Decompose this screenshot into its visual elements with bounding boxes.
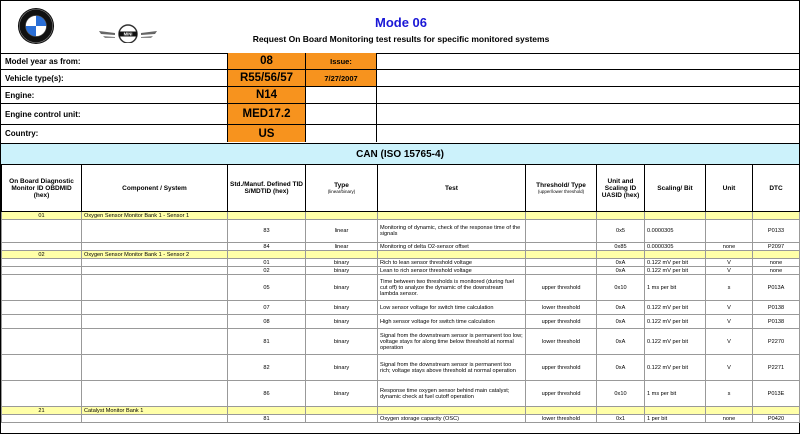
unit-cell: s [706,381,753,407]
model-year-label: Model year as from: [1,53,228,69]
table-row [2,315,800,329]
obdmid-cell [2,381,82,407]
obdmid-cell [2,355,82,381]
test-cell: Monitoring of dynamic, check of the response time of the signals [378,220,526,243]
test-cell: Response time oxygen sensor behind main catalyst; dynamic check at fuel cutoff operation [378,381,526,407]
empty-cell [228,407,306,415]
obdmid-cell [2,259,82,267]
dtc-cell: P2097 [753,243,800,251]
component-cell: Catalyst Monitor Bank 1 [82,407,228,415]
empty-cell [306,212,378,220]
component-cell [82,329,228,355]
test-cell: Low sensor voltage for switch time calculation [378,301,526,315]
tid-cell: 01 [228,259,306,267]
threshold-cell: lower threshold [526,415,597,423]
uasid-cell: 0xA [597,329,645,355]
table-row [2,381,800,407]
dtc-cell: P013E [753,381,800,407]
col-threshold [526,165,597,212]
uasid-cell: 0x1 [597,415,645,423]
tid-cell: 86 [228,381,306,407]
col-type-label: Type [334,182,349,189]
table-row [2,267,800,275]
threshold-cell: upper threshold [526,275,597,301]
empty-cell [306,251,378,259]
ecu-value: MED17.2 [228,104,306,124]
page-title: Mode 06 [374,15,427,30]
tid-cell: 81 [228,415,306,423]
dtc-cell: P0133 [753,220,800,243]
model-year-row [1,53,799,70]
empty-cell [645,407,706,415]
empty-cell [526,212,597,220]
empty-cell [753,407,800,415]
table-header-row [2,165,800,212]
ecu-row [1,104,799,125]
col-component: Component / System [82,165,228,212]
obdmid-cell [2,275,82,301]
empty-cell [645,251,706,259]
obdmid-cell [2,315,82,329]
scaling-cell: 1 ms per bit [645,275,706,301]
tid-cell: 07 [228,301,306,315]
threshold-cell: lower threshold [526,329,597,355]
table-row [2,355,800,381]
type-cell: linear [306,220,378,243]
type-cell: binary [306,355,378,381]
test-cell: Monitoring of delta O2-sensor offset [378,243,526,251]
dtc-cell: P0138 [753,301,800,315]
section-row [2,251,800,259]
issue-blank-1 [306,87,377,103]
dtc-cell: P0138 [753,315,800,329]
empty-cell [228,251,306,259]
uasid-cell: 0x10 [597,275,645,301]
table-row [2,301,800,315]
scaling-cell: 0.122 mV per bit [645,355,706,381]
empty-cell [706,407,753,415]
component-cell [82,243,228,251]
threshold-cell [526,243,597,251]
empty-cell [645,212,706,220]
unit-cell: V [706,301,753,315]
unit-cell [706,220,753,243]
col-test: Test [378,165,526,212]
scaling-cell: 0.0000305 [645,243,706,251]
unit-cell: none [706,243,753,251]
section-row [2,212,800,220]
col-dtc: DTC [753,165,800,212]
col-obdmid: On Board Diagnostic Monitor ID OBDMID (hex) [2,165,82,212]
engine-label: Engine: [1,87,228,103]
header [1,1,799,54]
dtc-cell: P2270 [753,329,800,355]
unit-cell: V [706,355,753,381]
empty-cell [706,251,753,259]
col-type [306,165,378,212]
scaling-cell: 0.0000305 [645,220,706,243]
component-cell [82,355,228,381]
tid-cell: 05 [228,275,306,301]
uasid-cell: 0xA [597,355,645,381]
scaling-cell: 0.122 mV per bit [645,315,706,329]
scaling-cell: 0.122 mV per bit [645,301,706,315]
issue-blank-3 [306,125,377,142]
test-cell: Signal from the downstream sensor is permanent too rich; voltage stays above threshold at normal operation [378,355,526,381]
empty-cell [597,407,645,415]
test-cell: Rich to lean sensor threshold voltage [378,259,526,267]
unit-cell: V [706,267,753,275]
empty-cell [597,212,645,220]
uasid-cell: 0x10 [597,381,645,407]
threshold-cell [526,220,597,243]
threshold-cell: upper threshold [526,381,597,407]
uasid-cell: 0xA [597,301,645,315]
monitor-table [1,164,800,423]
type-cell: binary [306,315,378,329]
issue-label: Issue: [306,53,377,69]
col-scaling: Scaling/ Bit [645,165,706,212]
empty-cell [706,212,753,220]
test-cell: Lean to rich sensor threshold voltage [378,267,526,275]
vehicle-row [1,70,799,87]
scaling-cell: 0.122 mV per bit [645,259,706,267]
obdmid-cell [2,220,82,243]
uasid-cell: 0xA [597,267,645,275]
empty-cell [526,407,597,415]
obdmid-cell: 02 [2,251,82,259]
empty-cell [228,212,306,220]
component-cell [82,415,228,423]
type-cell: binary [306,381,378,407]
col-threshold-label: Threshold/ Type [536,182,586,189]
unit-cell: s [706,275,753,301]
vehicle-value: R55/56/57 [228,70,306,86]
threshold-cell: upper threshold [526,315,597,329]
empty-cell [306,407,378,415]
component-cell [82,267,228,275]
obdmid-cell [2,415,82,423]
unit-cell: V [706,315,753,329]
col-threshold-sub: (upper/lower threshold) [537,189,585,194]
table-row [2,243,800,251]
col-tid: Std./Manuf. Defined TID S/MDTID (hex) [228,165,306,212]
tid-cell: 83 [228,220,306,243]
test-cell: Signal from the downstream sensor is permanent too low; voltage stays for along time below threshold at normal operation [378,329,526,355]
scaling-cell: 1 ms per bit [645,381,706,407]
table-row [2,220,800,243]
dtc-cell: none [753,267,800,275]
empty-cell [378,251,526,259]
type-cell [306,415,378,423]
uasid-cell: 0xA [597,315,645,329]
empty-cell [526,251,597,259]
engine-row [1,87,799,104]
country-label: Country: [1,125,228,142]
type-cell: binary [306,275,378,301]
section-row [2,407,800,415]
unit-cell: V [706,259,753,267]
info-block [1,53,799,143]
country-row [1,125,799,142]
threshold-cell: upper threshold [526,355,597,381]
table-row [2,275,800,301]
obdmid-cell [2,301,82,315]
component-cell [82,301,228,315]
threshold-cell [526,259,597,267]
component-cell [82,220,228,243]
scaling-cell: 1 per bit [645,415,706,423]
scaling-cell: 0.122 mV per bit [645,267,706,275]
tid-cell: 82 [228,355,306,381]
type-cell: binary [306,267,378,275]
uasid-cell: 0x5 [597,220,645,243]
col-uasid: Unit and Scaling ID UASID (hex) [597,165,645,212]
component-cell [82,381,228,407]
component-cell [82,315,228,329]
issue-date: 7/27/2007 [306,70,377,86]
obdmid-cell: 21 [2,407,82,415]
empty-cell [378,407,526,415]
tid-cell: 84 [228,243,306,251]
type-cell: binary [306,259,378,267]
dtc-cell: P013A [753,275,800,301]
type-cell: linear [306,243,378,251]
type-cell: binary [306,329,378,355]
obdmid-cell [2,267,82,275]
component-cell: Oxygen Sensor Monitor Bank 1 - Sensor 1 [82,212,228,220]
tid-cell: 81 [228,329,306,355]
empty-cell [753,251,800,259]
test-cell: Time between two thresholds is monitored (during fuel cut off) to analyze the dynamic of the downstream lambda sensor. [378,275,526,301]
ecu-label: Engine control unit: [1,104,228,124]
unit-cell: none [706,415,753,423]
threshold-cell [526,267,597,275]
test-cell: High sensor voltage for switch time calculation [378,315,526,329]
test-cell: Oxygen storage capacity (OSC) [378,415,526,423]
country-value: US [228,125,306,142]
uasid-cell: 0xA [597,259,645,267]
empty-cell [597,251,645,259]
vehicle-label: Vehicle type(s): [1,70,228,86]
component-cell: Oxygen Sensor Monitor Bank 1 - Sensor 2 [82,251,228,259]
table-row [2,329,800,355]
type-cell: binary [306,301,378,315]
dtc-cell: none [753,259,800,267]
can-section-title: CAN (ISO 15765-4) [1,143,799,165]
unit-cell: V [706,329,753,355]
model-year-value: 08 [228,53,306,69]
obdmid-cell [2,243,82,251]
dtc-cell: P0420 [753,415,800,423]
component-cell [82,259,228,267]
obdmid-cell: 01 [2,212,82,220]
component-cell [82,275,228,301]
uasid-cell: 0x85 [597,243,645,251]
empty-cell [378,212,526,220]
svg-text:MINI: MINI [123,31,133,37]
engine-value: N14 [228,87,306,103]
issue-blank-2 [306,104,377,124]
col-type-sub: (linear/binary) [327,189,356,194]
empty-cell [753,212,800,220]
table-row [2,415,800,423]
tid-cell: 08 [228,315,306,329]
col-unit: Unit [706,165,753,212]
scaling-cell: 0.122 mV per bit [645,329,706,355]
dtc-cell: P2271 [753,355,800,381]
page-subtitle: Request On Board Monitoring test results for specific monitored systems [252,34,550,44]
table-row [2,259,800,267]
obdmid-cell [2,329,82,355]
tid-cell: 02 [228,267,306,275]
threshold-cell: lower threshold [526,301,597,315]
